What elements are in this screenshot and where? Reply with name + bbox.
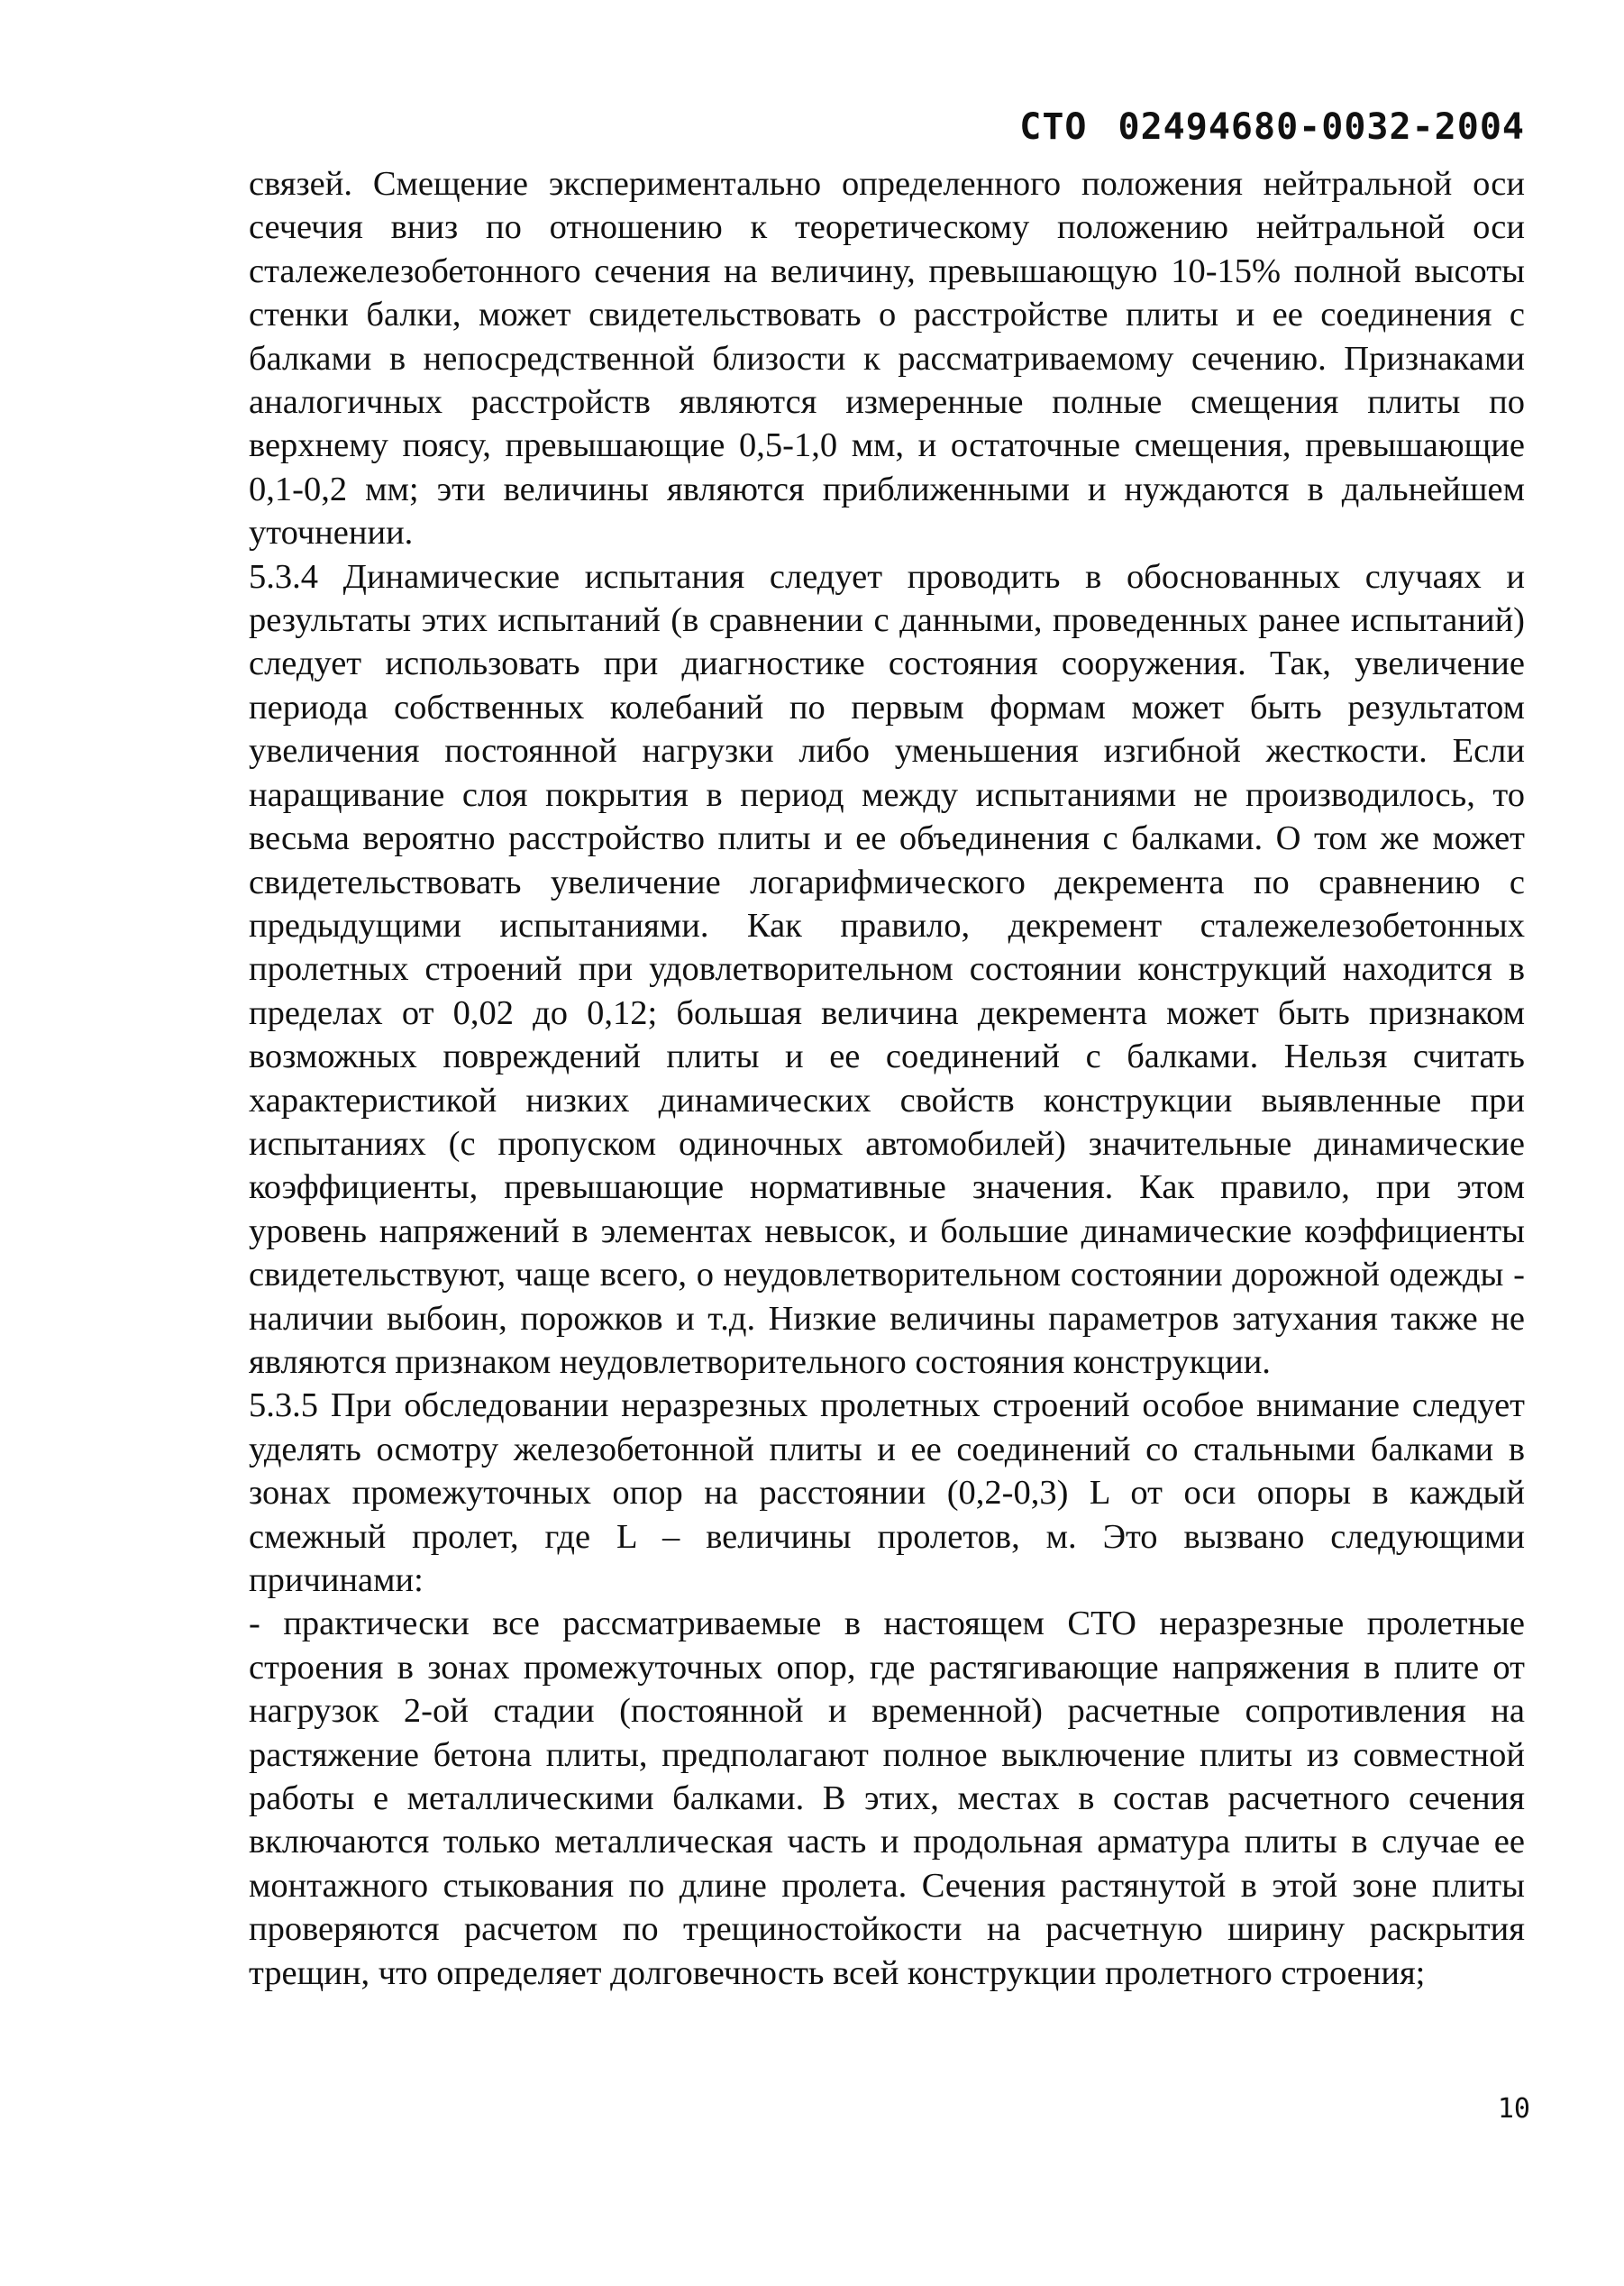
document-header: [1019, 106, 1525, 148]
standard-number: 02494680-0032-2004: [1118, 106, 1525, 148]
standard-abbreviation: СТО: [1019, 106, 1088, 148]
page-number: 10: [1497, 2093, 1530, 2125]
paragraph-5-3-5: 5.3.5 При обследовании неразрезных пролетных строений особое внимание следует уделять осмотру железобетонной плиты и ее соединений со стальными балками в зонах промежуточных опор на расстоянии (0,2-0,3) L от оси опоры в каждый смежный пролет, где L – величины пролетов, м. Это вызвано следующими причинами:: [249, 1386, 1525, 1599]
list-item: - практически все рассматриваемые в настоящем СТО неразрезные пролетные строения в зонах промежуточных опор, где растягивающие напряжения в плите от нагрузок 2-ой стадии (постоянной и временной) расчетные сопротивления на растяжение бетона плиты, предполагают полное выключение плиты из совместной работы е металлическими балками. В этих, местах в состав расчетного сечения включаются только металлическая часть и продольная арматура плиты в случае ее монтажного стыкования по длине пролета. Сечения растянутой в этой зоне плиты проверяются расчетом по трещиностойкости на расчетную ширину раскрытия трещин, что определяет долговечность всей конструкции пролетного строения;: [249, 1605, 1525, 1992]
document-body: [249, 162, 1525, 1995]
paragraph-continuation: связей. Смещение экспериментально определенного положения нейтральной оси сечечия вниз по отношению к теоретическому положению нейтральной оси сталежелезобетонного сечения на величину, превышающую 10-15% полной высоты стенки балки, может свидетельствовать о расстройстве плиты и ее соединения с балками в непосредственной близости к рассматриваемому сечению. Признаками аналогичных расстройств являются измеренные полные смещения плиты по верхнему поясу, превышающие 0,5-1,0 мм, и остаточные смещения, превышающие 0,1-0,2 мм; эти величины являются приближенными и нуждаются в дальнейшем уточнении.: [249, 165, 1525, 553]
paragraph-5-3-4: 5.3.4 Динамические испытания следует проводить в обоснованных случаях и результаты этих испытаний (в сравнении с данными, проведенных ранее испытаний) следует использовать при диагностике состояния сооружения. Так, увеличение периода собственных колебаний по первым формам может быть результатом увеличения постоянной нагрузки либо уменьшения изгибной жесткости. Если наращивание слоя покрытия в период между испытаниями не производилось, то весьма вероятно расстройство плиты и ее объединения с балками. О том же может свидетельствовать увеличение логарифмического декремента по сравнению с предыдущими испытаниями. Как правило, декремент сталежелезобетонных пролетных строений при удовлетворительном состоянии конструкций находится в пределах от 0,02 до 0,12; большая величина декремента может быть признаком возможных повреждений плиты и ее соединений с балками. Нельзя считать характеристикой низких динамических свойств конструкции выявленные при испытаниях (с пропуском одиночных автомобилей) значительные динамические коэффициенты, превышающие нормативные значения. Как правило, при этом уровень напряжений в элементах невысок, и большие динамические коэффициенты свидетельствуют, чаще всего, о неудовлетворительном состоянии дорожной одежды - наличии выбоин, порожков и т.д. Низкие величины параметров затухания также не являются признаком неудовлетворительного состояния конструкции.: [249, 557, 1525, 1381]
